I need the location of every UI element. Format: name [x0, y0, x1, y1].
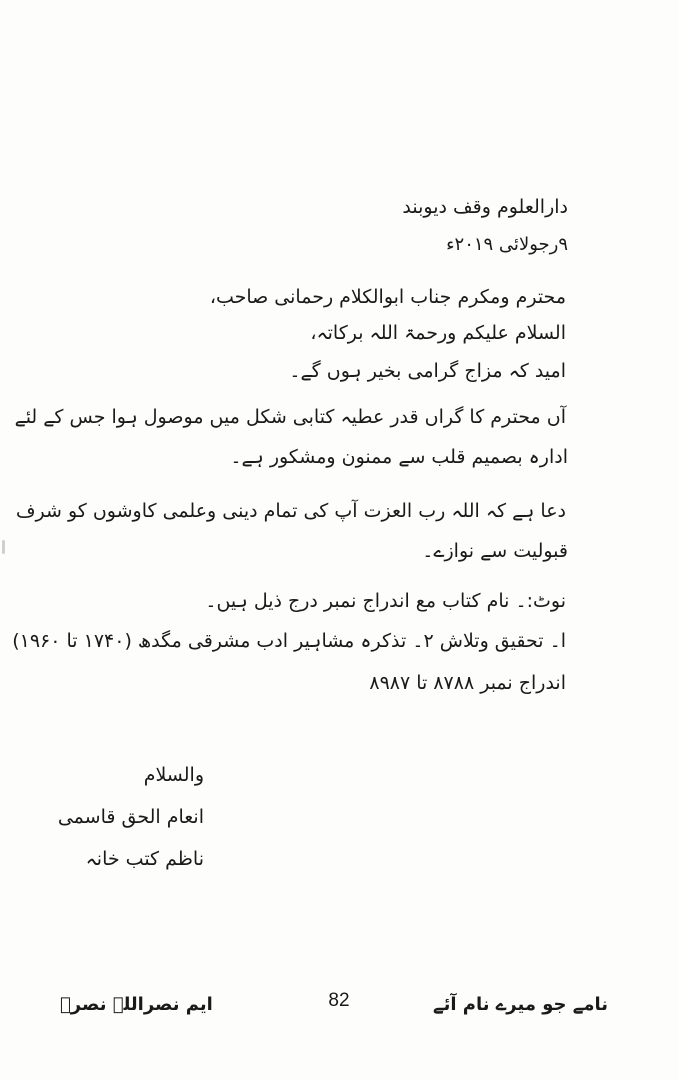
signatory-name: انعام الحق قاسمی: [57, 806, 204, 828]
footer-book-title: نامے جو میرے نام آئے: [433, 994, 608, 1015]
prayer-paragraph-line: دعا ہے کہ اللہ رب العزت آپ کی تمام دینی وعلمی کاوشوں کو شرف: [15, 500, 566, 522]
prayer-paragraph-line: قبولیت سے نوازے۔: [422, 540, 568, 562]
body-paragraph-line: آں محترم کا گراں قدر عطیہ کتابی شکل میں موصول ہوا جس کے لئے: [14, 406, 566, 428]
book-list-line: ا۔ تحقیق وتلاش ۲۔ تذکرہ مشاہیر ادب مشرقی مگدھ (۱۷۴۰ تا ۱۹۶۰): [12, 630, 566, 652]
scan-mark: [2, 540, 5, 554]
note-line: نوٹ:۔ نام کتاب مع اندراج نمبر درج ذیل ہیں۔: [205, 590, 566, 612]
greeting-line: السلام علیکم ورحمۃ اللہ برکاتہ،: [310, 322, 566, 344]
body-paragraph-line: ادارہ بصمیم قلب سے ممنون ومشکور ہے۔: [230, 446, 568, 468]
salutation-line: محترم ومکرم جناب ابوالکلام رحمانی صاحب،: [209, 286, 566, 308]
register-number-line: اندراج نمبر ۸۷۸۸ تا ۸۹۸۷: [369, 672, 566, 694]
closing-text: والسلام: [143, 764, 204, 786]
letter-date: ۹رجولائی ۲۰۱۹ء: [446, 234, 568, 255]
signatory-title: ناظم کتب خانہ: [85, 848, 204, 870]
page-number: 82: [328, 990, 350, 1011]
wellbeing-line: امید کہ مزاج گرامی بخیر ہوں گے۔: [289, 360, 566, 382]
footer-author: ایم نصراللہ نصرؔ: [60, 994, 213, 1015]
institution-name: دارالعلوم وقف دیوبند: [402, 196, 568, 218]
